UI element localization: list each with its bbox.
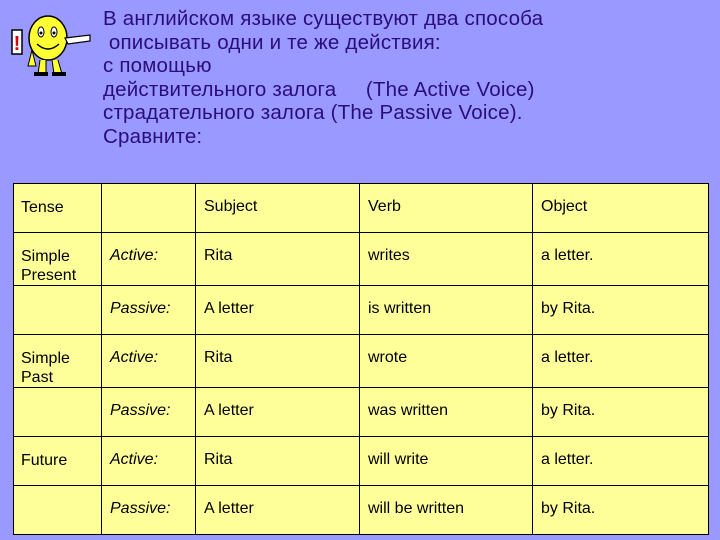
table-row [14,486,709,535]
voice-cell: Active: [102,233,196,286]
table-row [14,233,709,286]
verb-cell: wrote [360,335,533,388]
table-row [14,286,709,335]
voice-cell: Passive: [102,388,196,437]
voice-cell: Active: [102,437,196,486]
object-cell: a letter. [533,437,709,486]
intro-line: с помощью [103,54,212,77]
voice-cell: Passive: [102,486,196,535]
intro-line: В английском языке существуют два способа [103,7,544,30]
verb-cell: was written [360,388,533,437]
tense-cell [14,486,102,535]
table-row [14,388,709,437]
intro-line: описывать одни и те же действия: [103,30,441,54]
table-header-row [14,184,709,233]
verb-cell: is written [360,286,533,335]
voice-comparison-table [13,183,709,535]
svg-text:!: ! [13,33,21,55]
intro-line: Сравните: [103,124,203,148]
intro-line: страдательного залога (The Passive Voice). [103,101,523,124]
header-subject: Subject [196,184,360,233]
object-cell: a letter. [533,335,709,388]
table-row [14,335,709,388]
tense-cell [14,286,102,335]
object-cell: by Rita. [533,486,709,535]
verb-cell: writes [360,233,533,286]
object-cell: a letter. [533,233,709,286]
voice-cell: Active: [102,335,196,388]
voice-cell: Passive: [102,286,196,335]
tense-cell: Future [14,437,102,486]
header-voice [102,184,196,233]
intro-text [103,7,713,148]
verb-cell: will write [360,437,533,486]
subject-cell: Rita [196,335,360,388]
header-object: Object [533,184,709,233]
tense-cell [14,388,102,437]
object-cell: by Rita. [533,388,709,437]
subject-cell: A letter [196,388,360,437]
tense-cell: Simple Past [14,335,102,388]
table-row [14,437,709,486]
object-cell: by Rita. [533,286,709,335]
smiley-pointing-icon [8,8,96,78]
intro-line: действительного залога (The Active Voice) [103,77,535,101]
subject-cell: Rita [196,233,360,286]
subject-cell: Rita [196,437,360,486]
header-tense: Tense [14,184,102,233]
verb-cell: will be written [360,486,533,535]
tense-cell: Simple Present [14,233,102,286]
header-verb: Verb [360,184,533,233]
subject-cell: A letter [196,486,360,535]
subject-cell: A letter [196,286,360,335]
